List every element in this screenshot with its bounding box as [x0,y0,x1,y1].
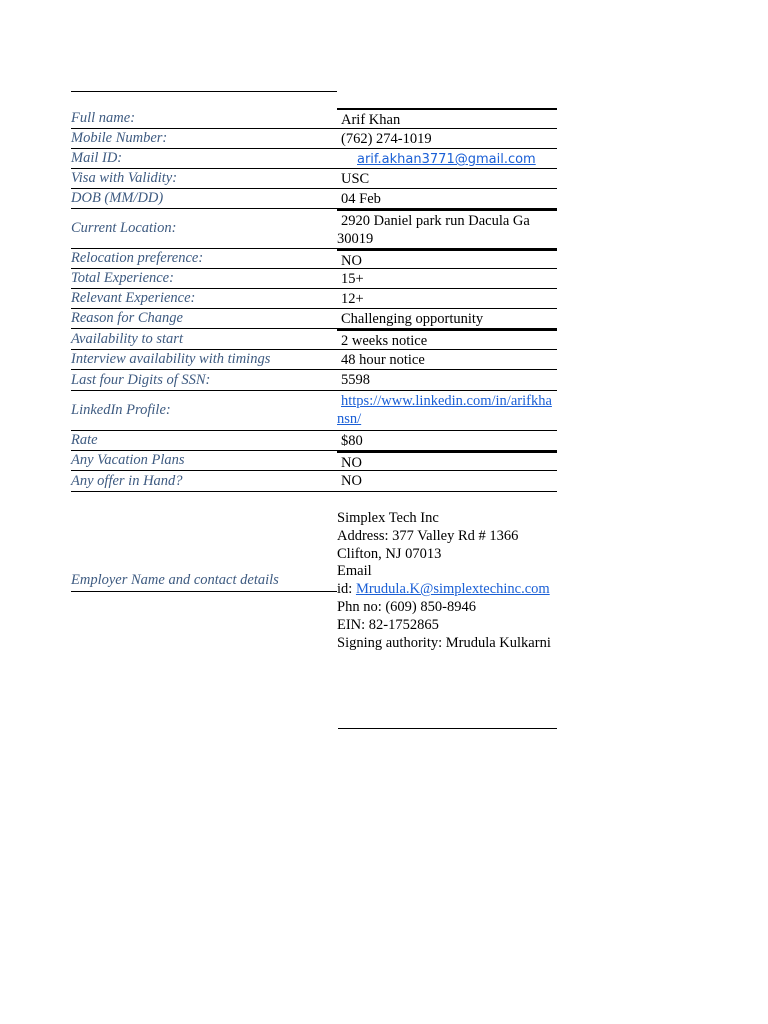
row-dob [71,189,557,209]
value-visa: USC [337,169,557,189]
value-employer [337,510,557,653]
label-ssn: Last four Digits of SSN: [71,370,337,391]
label-relocation: Relocation preference: [71,249,337,269]
row-location [71,209,557,249]
label-interview: Interview availability with timings [71,350,337,370]
employer-ein: EIN: 82-1752865 [337,616,439,633]
employer-email-link[interactable]: Mrudula.K@simplextechinc.com [355,581,550,598]
value-total-experience: 15+ [337,269,557,289]
candidate-details-table [71,108,557,653]
mail-link[interactable]: arif.akhan3771@gmail.com [357,152,536,167]
employer-name: Simplex Tech Inc [337,510,439,526]
value-mobile: (762) 274-1019 [337,129,557,149]
employer-signing: Signing authority: Mrudula Kulkarni [337,634,551,651]
employer-email-id-label: id: [337,581,356,598]
row-visa [71,169,557,189]
label-employer: Employer Name and contact details [71,571,337,592]
top-rule [71,91,337,92]
value-availability: 2 weeks notice [337,329,557,350]
value-ssn: 5598 [337,370,557,391]
bottom-rule [338,728,557,729]
value-vacation: NO [337,451,557,471]
value-relevant-experience: 12+ [337,289,557,309]
label-offer: Any offer in Hand? [71,471,337,492]
employer-phone: Phn no: (609) 850-8946 [337,598,476,615]
row-rate [71,431,557,451]
value-full-name: Arif Khan [337,108,557,129]
value-reason: Challenging opportunity [337,309,557,329]
value-offer: NO [337,471,557,492]
value-linkedin[interactable]: https://www.linkedin.com/in/arifkhansn/ [337,391,557,431]
row-relocation [71,249,557,269]
row-interview [71,350,557,370]
value-relocation: NO [337,249,557,269]
value-rate: $80 [337,431,557,451]
row-mobile [71,129,557,149]
label-availability: Availability to start [71,329,337,350]
row-availability [71,329,557,350]
label-total-experience: Total Experience: [71,269,337,289]
value-location: 2920 Daniel park run Dacula Ga 30019 [337,209,557,249]
row-full-name [71,108,557,129]
row-reason [71,309,557,329]
label-mobile: Mobile Number: [71,129,337,149]
label-mail: Mail ID: [71,149,337,169]
value-mail [337,149,557,169]
row-ssn [71,370,557,391]
label-rate: Rate [71,431,337,451]
employer-email-prefix: Email [337,563,372,580]
label-linkedin: LinkedIn Profile: [71,391,337,431]
label-visa: Visa with Validity: [71,169,337,189]
row-total-experience [71,269,557,289]
label-vacation: Any Vacation Plans [71,451,337,471]
value-dob: 04 Feb [337,189,557,209]
row-mail [71,149,557,169]
employer-city: Clifton, NJ 07013 [337,545,442,562]
value-interview: 48 hour notice [337,350,557,370]
row-linkedin [71,391,557,431]
employer-email-line [337,581,557,599]
row-offer [71,471,557,492]
row-vacation [71,451,557,471]
row-employer [71,510,557,653]
employer-address: Address: 377 Valley Rd # 1366 [337,527,519,544]
label-dob: DOB (MM/DD) [71,189,337,209]
row-relevant-experience [71,289,557,309]
label-full-name: Full name: [71,108,337,129]
label-reason: Reason for Change [71,309,337,329]
label-location: Current Location: [71,209,337,249]
label-relevant-experience: Relevant Experience: [71,289,337,309]
